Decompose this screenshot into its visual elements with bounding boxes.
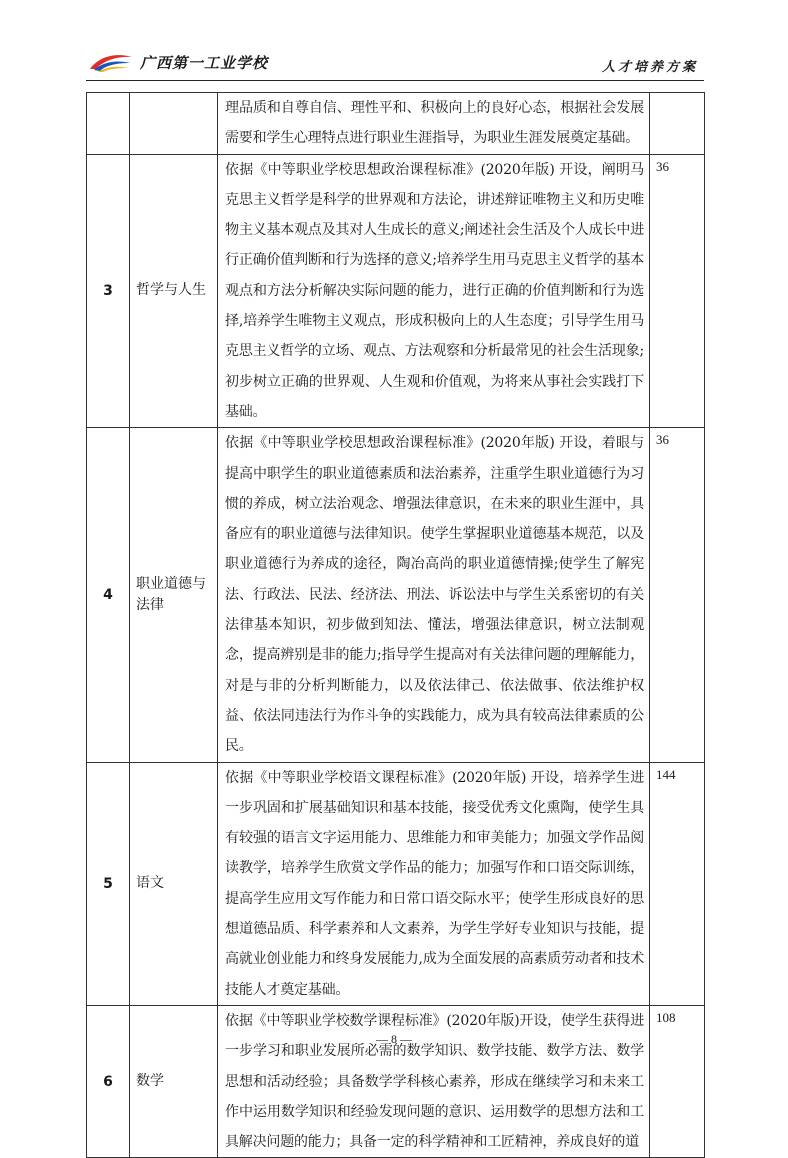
course-hours bbox=[650, 93, 705, 155]
table-row bbox=[87, 428, 705, 762]
row-number bbox=[87, 93, 130, 155]
course-description: 依据《中等职业学校思想政治课程标准》(2020年版) 开设，着眼与提高中职学生的职业道德素质和法治素养，注重学生职业道德行为习惯的养成，树立法治观念、增强法律意识，在未来的职业生涯中，具备应有的职业道德与法律知识。使学生掌握职业道德基本规范，以及职业道德行为养成的途径，陶冶高尚的职业道德情操;使学生了解宪法、行政法、民法、经济法、刑法、诉讼法中与学生关系密切的有关法律基本知识，初步做到知法、懂法，增强法律意识，树立法制观念，提高辨别是非的能力;指导学生提高对有关法律问题的理解能力，对是与非的分析判断能力，以及依法律己、依法做事、依法维护权益、依法同违法行为作斗争的实践能力，成为具有较高法律素质的公民。 bbox=[218, 428, 650, 762]
course-name: 哲学与人生 bbox=[130, 154, 218, 428]
school-logo bbox=[88, 51, 268, 73]
table-row bbox=[87, 1005, 705, 1157]
course-hours: 108 bbox=[650, 1005, 705, 1157]
course-hours: 36 bbox=[650, 428, 705, 762]
page-header bbox=[86, 46, 704, 81]
row-number: 3 bbox=[87, 154, 130, 428]
course-name: 职业道德与法律 bbox=[130, 428, 218, 762]
table-row bbox=[87, 154, 705, 428]
course-description: 依据《中等职业学校思想政治课程标准》(2020年版) 开设，阐明马克思主义哲学是科学的世界观和方法论，讲述辩证唯物主义和历史唯物主义基本观点及其对人生成长的意义;阐述社会生活及个人成长中进行正确价值判断和行为选择的意义;培养学生用马克思主义哲学的基本观点和方法分析解决实际问题的能力，进行正确的价值判断和行为选择,培养学生唯物主义观点，形成积极向上的人生态度；引导学生用马克思主义哲学的立场、观点、方法观察和分析最常见的社会生活现象;初步树立正确的世界观、人生观和价值观，为将来从事社会实践打下基础。 bbox=[218, 154, 650, 428]
document-title: 人才培养方案 bbox=[601, 60, 698, 75]
page-number: — 8 — bbox=[376, 1032, 412, 1046]
school-name: 广西第一工业学校 bbox=[140, 53, 269, 72]
course-name bbox=[130, 93, 218, 155]
course-name: 数学 bbox=[130, 1005, 218, 1157]
course-name: 语文 bbox=[130, 762, 218, 1005]
course-hours: 36 bbox=[650, 154, 705, 428]
course-description: 依据《中等职业学校数学课程标准》(2020年版)开设，使学生获得进一步学习和职业发展所必需的数学知识、数学技能、数学方法、数学思想和活动经验；具备数学学科核心素养，形成在继续学习和未来工作中运用数学知识和经验发现问题的意识、运用数学的思想方法和工具解决问题的能力；具备一定的科学精神和工匠精神，养成良好的道 bbox=[218, 1005, 650, 1157]
course-description: 理品质和自尊自信、理性平和、积极向上的良好心态，根据社会发展需要和学生心理特点进行职业生涯指导，为职业生涯发展奠定基础。 bbox=[218, 93, 650, 155]
table-row bbox=[87, 93, 705, 155]
row-number: 4 bbox=[87, 428, 130, 762]
row-number: 5 bbox=[87, 762, 130, 1005]
row-number: 6 bbox=[87, 1005, 130, 1157]
school-logo-icon bbox=[88, 51, 134, 73]
course-table bbox=[86, 92, 705, 1158]
course-description: 依据《中等职业学校语文课程标准》(2020年版) 开设，培养学生进一步巩固和扩展基础知识和基本技能，接受优秀文化熏陶，使学生具有较强的语言文字运用能力、思维能力和审美能力；加强文学作品阅读教学，培养学生欣赏文学作品的能力；加强写作和口语交际训练，提高学生应用文写作能力和日常口语交际水平；使学生形成良好的思想道德品质、科学素养和人文素养，为学生学好专业知识与技能，提高就业创业能力和终身发展能力,成为全面发展的高素质劳动者和技术技能人才奠定基础。 bbox=[218, 762, 650, 1005]
table-row bbox=[87, 762, 705, 1005]
course-hours: 144 bbox=[650, 762, 705, 1005]
